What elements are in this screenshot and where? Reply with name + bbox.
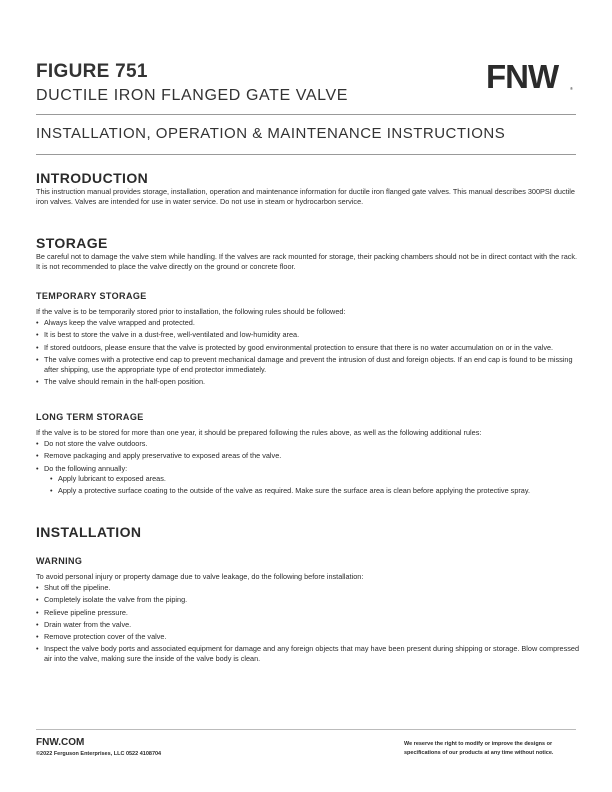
storage-text: Be careful not to damage the valve stem while handling. If the valves are rack mounted for storage, their packing chambers should not be in direct contact with the rack. It is not recommended to place the valve directly on the ground or concrete floor. [36, 252, 578, 271]
footer-divider [36, 729, 576, 730]
long-term-storage-list [36, 439, 581, 476]
list-item: • Apply lubricant to exposed areas. [50, 474, 570, 484]
list-item: • Drain water from the valve. [36, 620, 581, 630]
list-item: • Remove packaging and apply preservative to exposed areas of the valve. [36, 451, 581, 461]
temporary-storage-text: If the valve is to be temporarily stored prior to installation, the following rules should be followed: [36, 307, 346, 316]
product-title: DUCTILE IRON FLANGED GATE VALVE [36, 87, 348, 104]
list-item: • Relieve pipeline pressure. [36, 608, 581, 618]
list-item: • The valve comes with a protective end cap to prevent mechanical damage and prevent the intrusion of dust and foreign objects. If an end cap is found to be missing after shipping, use the appropriate type of end protector immediately. [36, 355, 581, 375]
list-item: • Do the following annually: [36, 464, 581, 474]
list-item: • Remove protection cover of the valve. [36, 632, 581, 642]
annual-tasks-list [50, 474, 570, 499]
fnw-logo: FNW [486, 58, 559, 95]
divider [36, 154, 576, 155]
warning-text: To avoid personal injury or property damage due to valve leakage, do the following before installation: [36, 572, 364, 581]
figure-number: FIGURE 751 [36, 61, 148, 82]
list-item: • Always keep the valve wrapped and protected. [36, 318, 581, 328]
list-item: • If stored outdoors, please ensure that the valve is protected by good environmental protection to ensure that there is no water accumulation on or in the valve. [36, 343, 581, 353]
list-item: • Apply a protective surface coating to the outside of the valve as required. Make sure the surface area is clean before applying the protective spray. [50, 486, 570, 496]
document-title: INSTALLATION, OPERATION & MAINTENANCE INSTRUCTIONS [36, 125, 506, 142]
warning-heading: WARNING [36, 556, 83, 566]
temporary-storage-list [36, 318, 581, 389]
list-item: • Shut off the pipeline. [36, 583, 581, 593]
installation-steps-list [36, 583, 581, 667]
list-item: • Completely isolate the valve from the piping. [36, 595, 581, 605]
footer-disclaimer: We reserve the right to modify or improve the designs or specifications of our products at any time without notice. [404, 741, 554, 756]
subheading-temporary-storage: TEMPORARY STORAGE [36, 291, 147, 301]
footer-copyright: ©2022 Ferguson Enterprises, LLC 0522 4108704 [36, 751, 162, 757]
list-item: • It is best to store the valve in a dust-free, well-ventilated and low-humidity area. [36, 330, 581, 340]
section-heading-introduction: INTRODUCTION [36, 170, 149, 186]
section-heading-storage: STORAGE [36, 235, 108, 251]
subheading-long-term-storage: LONG TERM STORAGE [36, 412, 144, 422]
introduction-text: This instruction manual provides storage, installation, operation and maintenance information for ductile iron flanged gate valves. This manual describes 300PSI ductile iron valves. Valves are intended for use in water service. Do not use in steam or hydrocarbon service. [36, 187, 575, 206]
list-item: • The valve should remain in the half-open position. [36, 377, 581, 387]
list-item: • Do not store the valve outdoors. [36, 439, 581, 449]
list-item: • Inspect the valve body ports and associated equipment for damage and any foreign objects that may have been present during shipping or storage. Blow compressed air into the valve, making sure the inside of the valve body is clean. [36, 644, 581, 664]
registered-mark: ® [570, 86, 573, 91]
divider [36, 114, 576, 115]
footer-website: FNW.COM [36, 737, 85, 748]
section-heading-installation: INSTALLATION [36, 524, 142, 540]
long-term-storage-text: If the valve is to be stored for more than one year, it should be prepared following the rules above, as well as the following additional rules: [36, 428, 482, 437]
